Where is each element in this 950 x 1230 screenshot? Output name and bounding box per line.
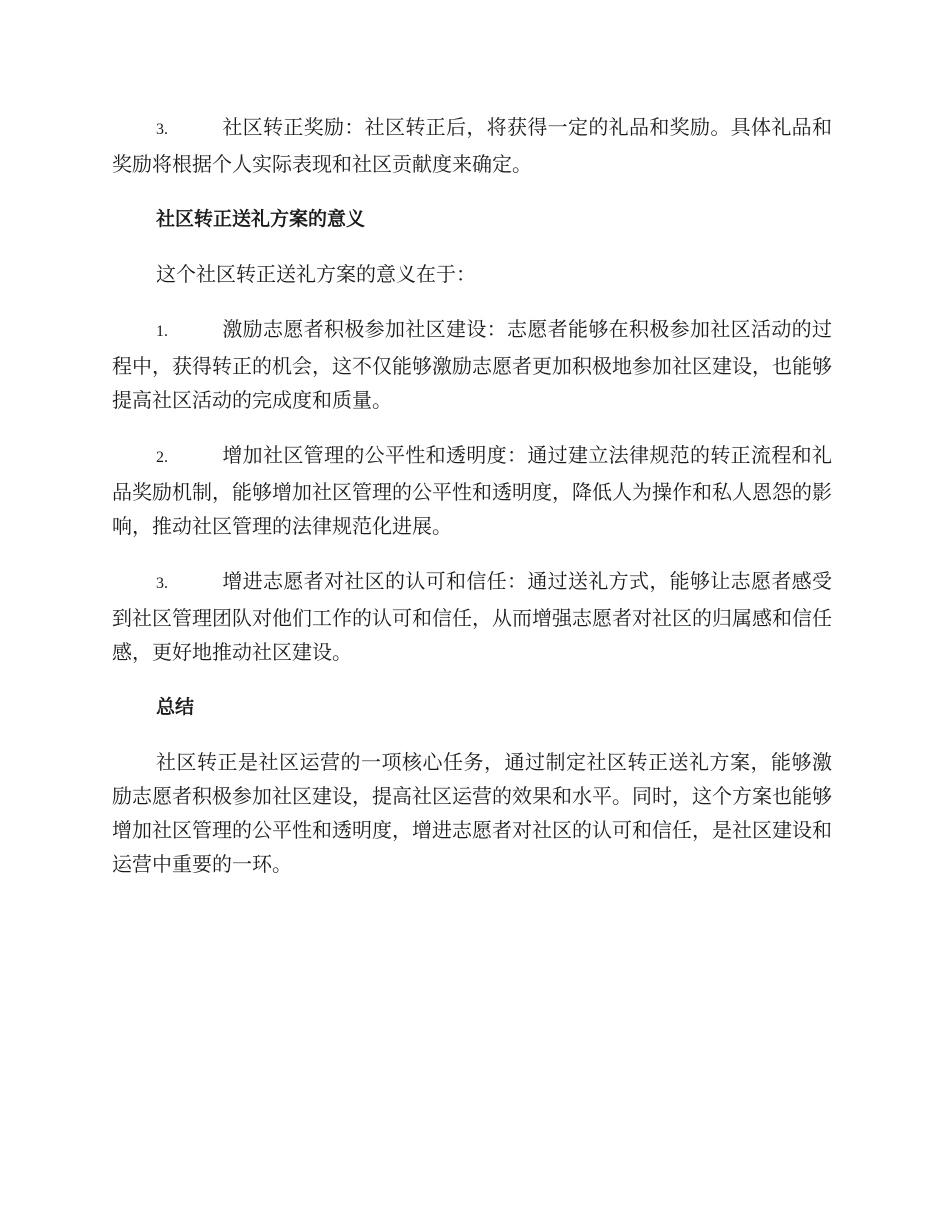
list-item-text: 增进志愿者对社区的认可和信任：通过送礼方式，能够让志愿者感受到社区管理团队对他们工作的认可和信任，从而增强志愿者对社区的归属感和信任感，更好地推动社区建设。 bbox=[112, 569, 832, 664]
list-item-text: 增加社区管理的公平性和透明度：通过建立法律规范的转正流程和礼品奖励机制，能够增加社区管理的公平性和透明度，降低人为操作和私人恩怨的影响，推动社区管理的法律规范化进展。 bbox=[112, 443, 832, 538]
list-item-meaning-1 bbox=[112, 312, 832, 417]
summary-paragraph: 社区转正是社区运营的一项核心任务，通过制定社区转正送礼方案，能够激励志愿者积极参加社区建设，提高社区运营的效果和水平。同时，这个方案也能够增加社区管理的公平性和透明度，增进志愿者对社区的认可和信任，是社区建设和运营中重要的一环。 bbox=[112, 750, 832, 876]
list-item-text: 激励志愿者积极参加社区建设：志愿者能够在积极参加社区活动的过程中，获得转正的机会，这不仅能够激励志愿者更加积极地参加社区建设，也能够提高社区活动的完成度和质量。 bbox=[112, 317, 832, 412]
section-heading-meaning: 社区转正送礼方案的意义 bbox=[156, 208, 366, 230]
list-item-text: 社区转正奖励：社区转正后，将获得一定的礼品和奖励。具体礼品和奖励将根据个人实际表现和社区贡献度来确定。 bbox=[112, 115, 832, 176]
list-item-meaning-2 bbox=[112, 438, 832, 543]
section-heading-summary: 总结 bbox=[156, 696, 195, 718]
list-item-number: 3. bbox=[156, 121, 168, 138]
list-item-reward bbox=[112, 110, 832, 181]
list-item-number: 2. bbox=[156, 449, 168, 466]
list-item-number: 1. bbox=[156, 323, 168, 340]
list-item-meaning-3 bbox=[112, 564, 832, 669]
section-intro: 这个社区转正送礼方案的意义在于： bbox=[156, 262, 476, 286]
document-body bbox=[112, 110, 832, 902]
list-item-number: 3. bbox=[156, 575, 168, 592]
